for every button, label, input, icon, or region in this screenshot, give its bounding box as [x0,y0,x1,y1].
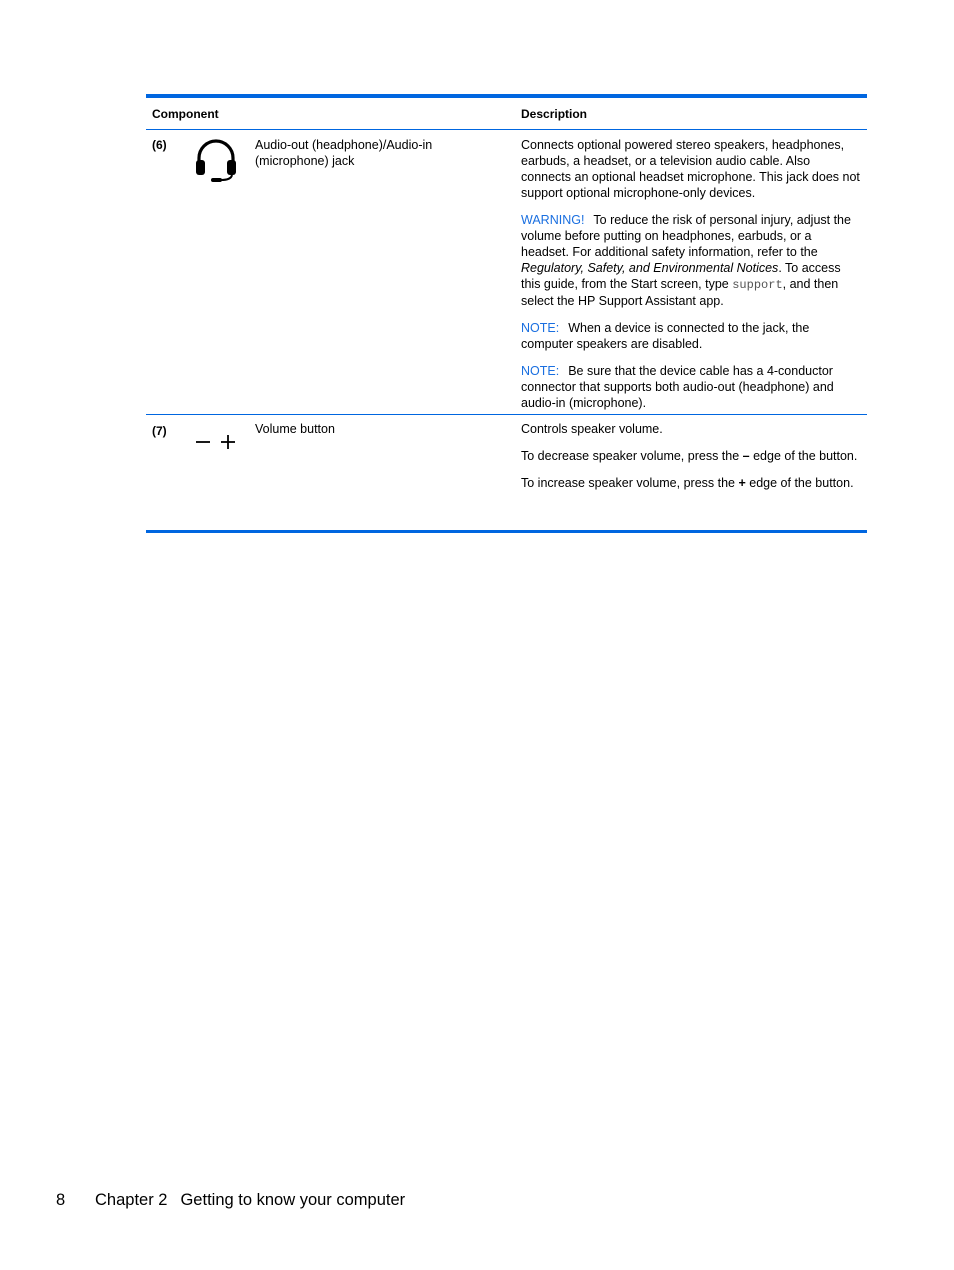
page-number: 8 [56,1191,66,1209]
chapter-label: Chapter 2 [95,1191,168,1209]
volume-minus-plus-icon [195,433,237,454]
warning-label: WARNING! [521,213,585,227]
note-label: NOTE: [521,321,560,335]
page-footer [56,1191,405,1210]
header-description: Description [521,106,588,121]
note-label: NOTE: [521,364,560,378]
table-row [146,130,867,414]
component-name: Volume button [255,422,335,436]
component-description [521,415,861,491]
table-row [146,414,867,530]
chapter-title: Getting to know your computer [180,1191,406,1209]
components-table [146,94,867,533]
increase-instruction: To increase speaker volume, press the + edge of the button. [521,476,854,490]
decrease-instruction: To decrease speaker volume, press the – edge of the button. [521,449,858,463]
component-description [521,130,861,411]
guide-title: Regulatory, Safety, and Environmental Notices [521,261,779,275]
description-text: Controls speaker volume. [521,422,663,436]
note-block: NOTE: Be sure that the device cable has a 4-conductor connector that supports both audio-out (headphone) and audio-in (microphone). [521,364,834,410]
typed-command: support [732,278,783,292]
header-component: Component [152,106,219,121]
warning-block: WARNING! To reduce the risk of personal injury, adjust the volume before putting on headphones, earbuds, or a headset. For additional safety information, refer to the Regulatory, Safety, and Environmental Notices. To access this guide, from the Start screen, type support, and then select the HP Support Assistant app. [521,213,851,308]
note-block: NOTE: When a device is connected to the jack, the computer speakers are disabled. [521,321,810,351]
app-name: HP Support Assistant [578,294,696,308]
row-number: (7) [152,424,167,438]
description-text: Connects optional powered stereo speakers, headphones, earbuds, a headset, or a television audio cable. Also connects an optional headset microphone. This jack does not support optional microphone-only devices. [521,138,860,200]
component-name: Audio-out (headphone)/Audio-in (microphone) jack [255,138,433,168]
row-number: (6) [152,138,167,152]
headset-icon [194,137,238,186]
table-header [146,98,867,130]
